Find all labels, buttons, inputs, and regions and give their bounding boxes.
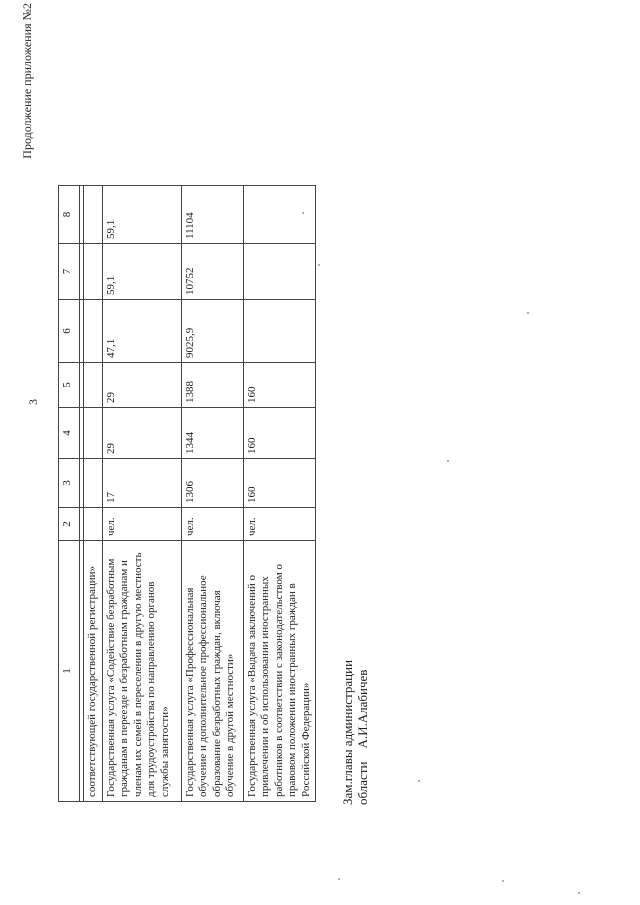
- value-cell: [243, 186, 316, 244]
- value-cell: 160: [243, 363, 316, 408]
- signature-name-line: [355, 660, 370, 805]
- value-cell: [243, 244, 316, 300]
- continuation-note: Продолжение приложения №2: [20, 3, 34, 159]
- table-row: [181, 186, 243, 802]
- unit-cell: [84, 508, 103, 541]
- value-cell: [84, 244, 103, 300]
- column-header: 6: [59, 300, 80, 363]
- scan-speck: [502, 880, 504, 882]
- value-cell: 59,1: [102, 244, 181, 300]
- value-cell: [243, 300, 316, 363]
- value-cell: 17: [102, 459, 181, 508]
- value-cell: 1344: [181, 408, 243, 459]
- value-cell: 10752: [181, 244, 243, 300]
- service-name-cell: Государственная услуга «Профессиональная обучение и дополнительное профессиональное образование безработных граждан, включая обучение в другой местности»: [181, 541, 243, 802]
- value-cell: 29: [102, 363, 181, 408]
- scan-speck: [418, 780, 420, 782]
- signature-block: [340, 660, 370, 805]
- page-number: 3: [26, 399, 40, 405]
- unit-cell: чел.: [102, 508, 181, 541]
- signature-name: А.И.Алабичев: [355, 669, 370, 749]
- table-header-row: [59, 186, 80, 802]
- value-cell: 160: [243, 408, 316, 459]
- value-cell: 29: [102, 408, 181, 459]
- table-row: [84, 186, 103, 802]
- table-row: [243, 186, 316, 802]
- column-header: 3: [59, 459, 80, 508]
- service-name-cell: Государственная услуга «Содействие безработным гражданам в переезде и безработным гражданам и членам их семей в переселении в другую местность для трудоустройства по направлению органов службы занятости»: [102, 541, 181, 802]
- column-header: 5: [59, 363, 80, 408]
- value-cell: 47,1: [102, 300, 181, 363]
- value-cell: 1388: [181, 363, 243, 408]
- column-header: 4: [59, 408, 80, 459]
- services-table: [58, 185, 316, 802]
- scan-speck: [338, 878, 340, 880]
- scan-speck: [302, 212, 304, 214]
- table-row: [102, 186, 181, 802]
- column-header: 8: [59, 186, 80, 244]
- value-cell: [84, 408, 103, 459]
- value-cell: [84, 300, 103, 363]
- value-cell: 160: [243, 459, 316, 508]
- column-header: 2: [59, 508, 80, 541]
- scan-speck: [318, 264, 320, 266]
- signature-title: Зам.главы администрации: [340, 659, 355, 805]
- column-header: 1: [59, 541, 80, 802]
- signature-region: области: [355, 761, 370, 805]
- scan-speck: [578, 892, 580, 894]
- value-cell: [84, 459, 103, 508]
- value-cell: [84, 363, 103, 408]
- value-cell: [84, 186, 103, 244]
- scan-speck: [447, 460, 449, 462]
- unit-cell: чел.: [243, 508, 316, 541]
- value-cell: 59,1: [102, 186, 181, 244]
- value-cell: 11104: [181, 186, 243, 244]
- service-name-cell: Государственная услуга «Выдача заключений о привлечении и об использовании иностранных работников в соответствии с законодательством о правовом положении иностранных граждан в Российской Федерации»: [243, 541, 316, 802]
- value-cell: 1306: [181, 459, 243, 508]
- scan-speck: [527, 312, 529, 314]
- value-cell: 9025,9: [181, 300, 243, 363]
- column-header: 7: [59, 244, 80, 300]
- unit-cell: чел.: [181, 508, 243, 541]
- service-name-cell: соответствующей государственной регистрации»: [84, 541, 103, 802]
